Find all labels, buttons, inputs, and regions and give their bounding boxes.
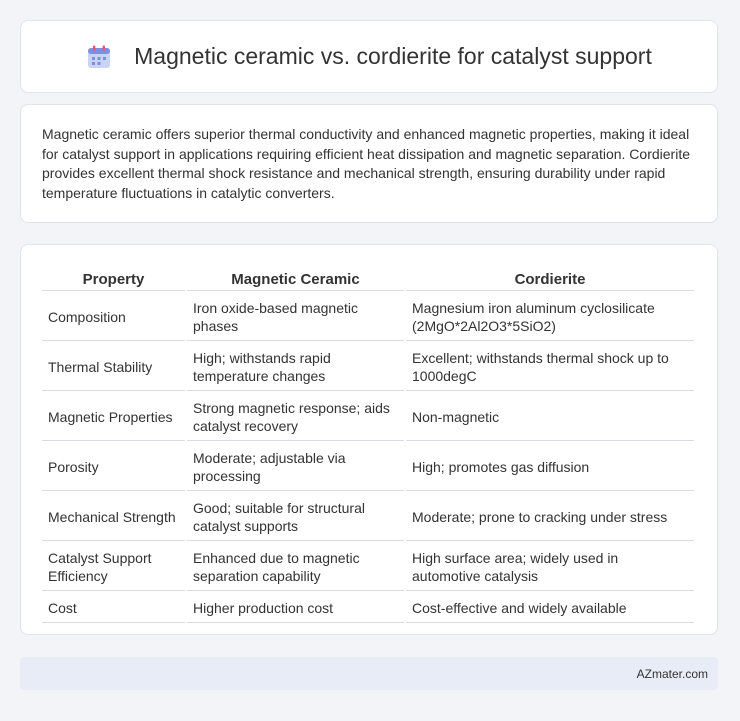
table-row <box>42 493 694 541</box>
table-cell: Excellent; withstands thermal shock up to 1000degC <box>406 343 694 391</box>
table-cell: Mechanical Strength <box>42 493 185 541</box>
table-cell: Good; suitable for structural catalyst supports <box>187 493 404 541</box>
column-header: Cordierite <box>406 267 694 291</box>
table-cell: Composition <box>42 293 185 341</box>
table-cell: Iron oxide-based magnetic phases <box>187 293 404 341</box>
table-cell: Cost <box>42 593 185 623</box>
table-header-row <box>42 267 694 291</box>
table-cell: Higher production cost <box>187 593 404 623</box>
table-row <box>42 343 694 391</box>
table-cell: Moderate; prone to cracking under stress <box>406 493 694 541</box>
table-cell: Magnesium iron aluminum cyclosilicate (2MgO*2Al2O3*5SiO2) <box>406 293 694 341</box>
table-cell: High surface area; widely used in automotive catalysis <box>406 543 694 591</box>
table-cell: Thermal Stability <box>42 343 185 391</box>
table-cell: High; withstands rapid temperature changes <box>187 343 404 391</box>
table-row <box>42 543 694 591</box>
table-row <box>42 293 694 341</box>
table-row <box>42 443 694 491</box>
table-cell: Magnetic Properties <box>42 393 185 441</box>
intro-card <box>20 104 718 223</box>
column-header: Magnetic Ceramic <box>187 267 404 291</box>
footer-brand: AZmater.com <box>636 666 708 681</box>
table-cell: High; promotes gas diffusion <box>406 443 694 491</box>
table-cell: Strong magnetic response; aids catalyst recovery <box>187 393 404 441</box>
table-cell: Non-magnetic <box>406 393 694 441</box>
footer <box>20 657 718 690</box>
calendar-icon <box>86 44 112 70</box>
table-cell: Catalyst Support Efficiency <box>42 543 185 591</box>
table-cell: Cost-effective and widely available <box>406 593 694 623</box>
comparison-table <box>40 265 696 625</box>
intro-paragraph: Magnetic ceramic offers superior thermal conductivity and enhanced magnetic properties, making it ideal for catalyst support in applications requiring efficient heat dissipation and magnetic separation. Cordierite provides excellent thermal shock resistance and mechanical strength, ensuring durability under rapid temperature fluctuations in catalytic converters. <box>42 126 690 201</box>
page-title: Magnetic ceramic vs. cordierite for catalyst support <box>134 43 652 69</box>
table-cell: Enhanced due to magnetic separation capability <box>187 543 404 591</box>
table-cell: Porosity <box>42 443 185 491</box>
title-card <box>20 20 718 93</box>
table-cell: Moderate; adjustable via processing <box>187 443 404 491</box>
table-card <box>20 244 718 635</box>
table-row <box>42 593 694 623</box>
table-row <box>42 393 694 441</box>
column-header: Property <box>42 267 185 291</box>
